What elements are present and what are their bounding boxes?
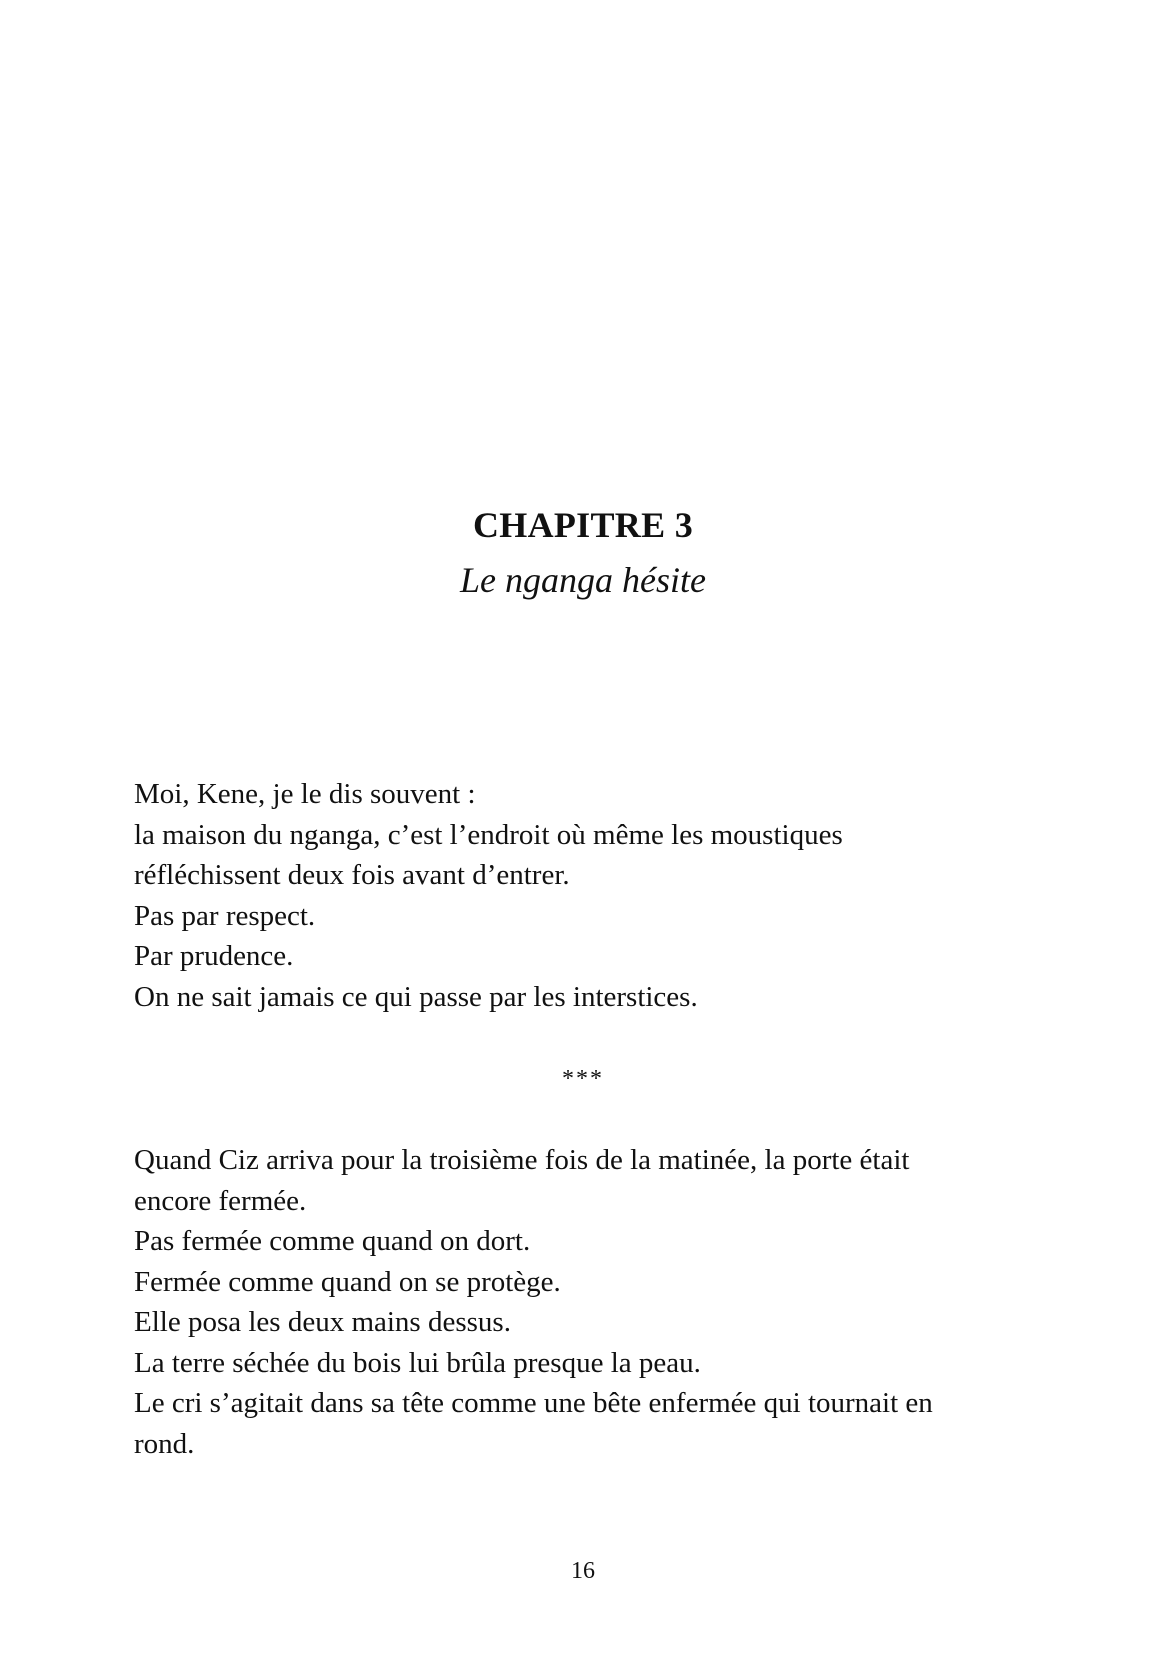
chapter-subtitle: Le nganga hésite <box>460 560 706 600</box>
text-line: Pas fermée comme quand on dort. <box>134 1225 531 1257</box>
chapter-heading: CHAPITRE 3 <box>472 505 694 545</box>
text-line: La terre séchée du bois lui brûla presque la peau. <box>134 1346 701 1379</box>
text-line: Fermée comme quand on se protège. <box>134 1265 561 1298</box>
text-line: Le cri s’agitait dans sa tête comme une bête enfermée qui tournait en <box>134 1387 933 1419</box>
section-separator: *** <box>562 1066 604 1092</box>
text-line: Quand Ciz arriva pour la troisième fois de la matinée, la porte était <box>134 1144 910 1176</box>
story-paragraph <box>134 1140 1014 1464</box>
text-line: Par prudence. <box>134 940 294 972</box>
text-line: Elle posa les deux mains dessus. <box>134 1306 511 1338</box>
text-line: la maison du nganga, c’est l’endroit où même les moustiques <box>134 818 843 851</box>
page-number: 16 <box>571 1558 595 1584</box>
text-line: encore fermée. <box>134 1184 307 1217</box>
text-line: rond. <box>134 1427 195 1460</box>
text-line: réfléchissent deux fois avant d’entrer. <box>134 859 570 891</box>
text-line: Moi, Kene, je le dis souvent : <box>134 778 476 810</box>
intro-paragraph <box>134 774 1014 1017</box>
text-line: Pas par respect. <box>134 899 316 932</box>
text-line: On ne sait jamais ce qui passe par les interstices. <box>134 980 698 1013</box>
